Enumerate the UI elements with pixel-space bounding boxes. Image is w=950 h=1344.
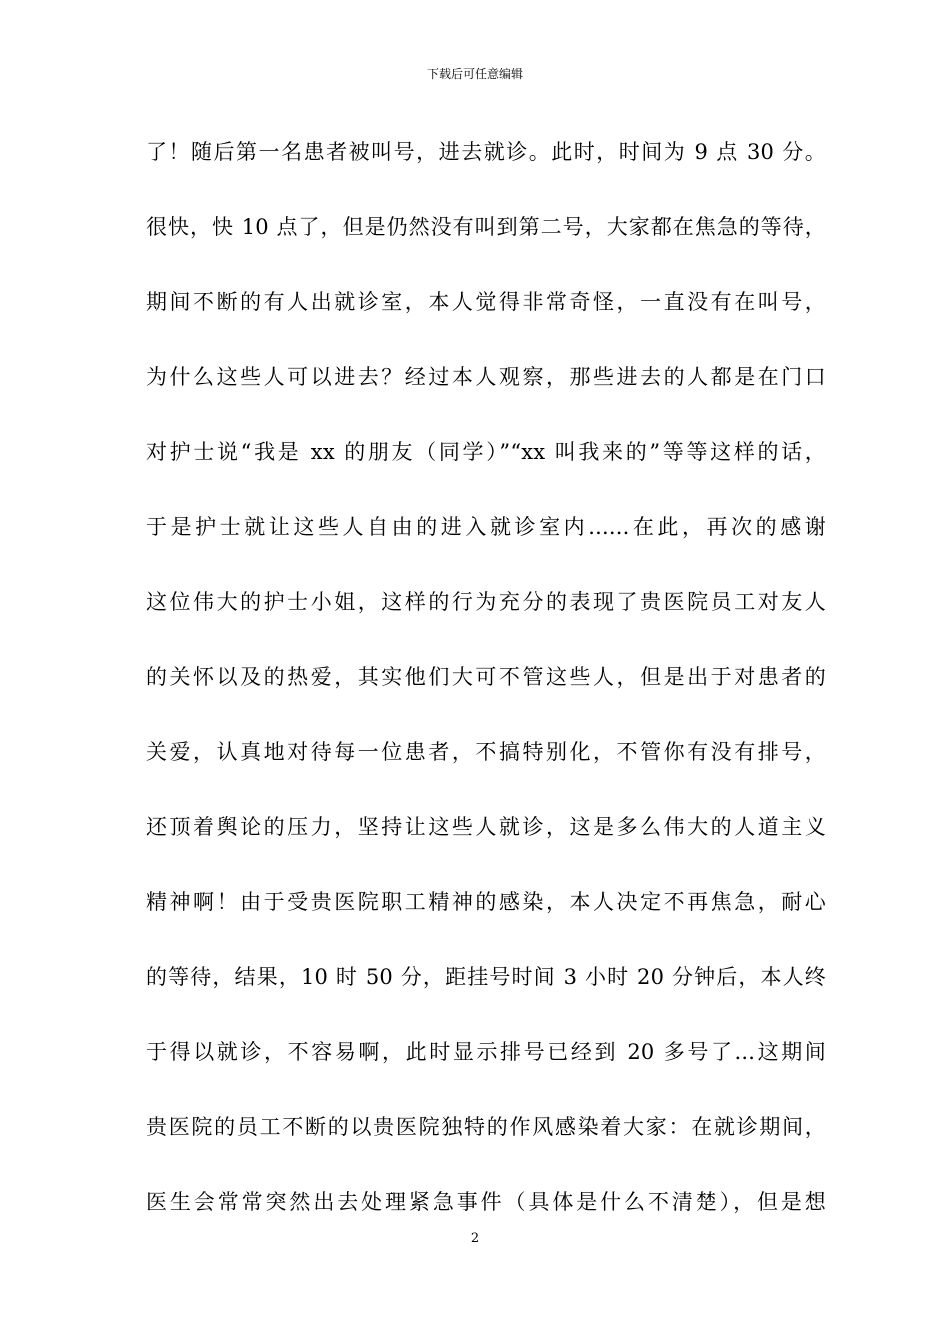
paragraph-line: 的关怀以及的热爱，其实他们大可不管这些人，但是出于对患者的 [146, 665, 826, 689]
paragraph-line: 的等待，结果，10 时 50 分，距挂号时间 3 小时 20 分钟后，本人终 [146, 965, 826, 989]
paragraph-line: 期间不断的有人出就诊室，本人觉得非常奇怪，一直没有在叫号， [146, 290, 826, 314]
document-body [146, 130, 826, 1255]
paragraph-line: 对护士说“我是 xx 的朋友（同学）”“xx 叫我来的”等等这样的话， [146, 440, 826, 464]
paragraph-line: 为什么这些人可以进去？经过本人观察，那些进去的人都是在门口 [146, 365, 826, 389]
paragraph-line: 精神啊！由于受贵医院职工精神的感染，本人决定不再焦急，耐心 [146, 890, 826, 914]
paragraph-line: 医生会常常突然出去处理紧急事件（具体是什么不清楚），但是想 [146, 1190, 826, 1214]
page-number: 2 [470, 1231, 480, 1246]
paragraph-line: 这位伟大的护士小姐，这样的行为充分的表现了贵医院员工对友人 [146, 590, 826, 614]
page-header: 下载后可任意编辑 [426, 67, 523, 81]
paragraph-line: 还顶着舆论的压力，坚持让这些人就诊，这是多么伟大的人道主义 [146, 815, 826, 839]
paragraph-line: 很快，快 10 点了，但是仍然没有叫到第二号，大家都在焦急的等待， [146, 215, 826, 239]
paragraph-line: 贵医院的员工不断的以贵医院独特的作风感染着大家：在就诊期间， [146, 1115, 826, 1139]
paragraph-line: 于得以就诊，不容易啊，此时显示排号已经到 20 多号了...这期间 [146, 1040, 826, 1064]
paragraph-line: 了！随后第一名患者被叫号，进去就诊。此时，时间为 9 点 30 分。 [146, 140, 826, 164]
paragraph-line: 关爱，认真地对待每一位患者，不搞特别化，不管你有没有排号， [146, 740, 826, 764]
paragraph-line: 于是护士就让这些人自由的进入就诊室内......在此，再次的感谢 [146, 515, 826, 539]
